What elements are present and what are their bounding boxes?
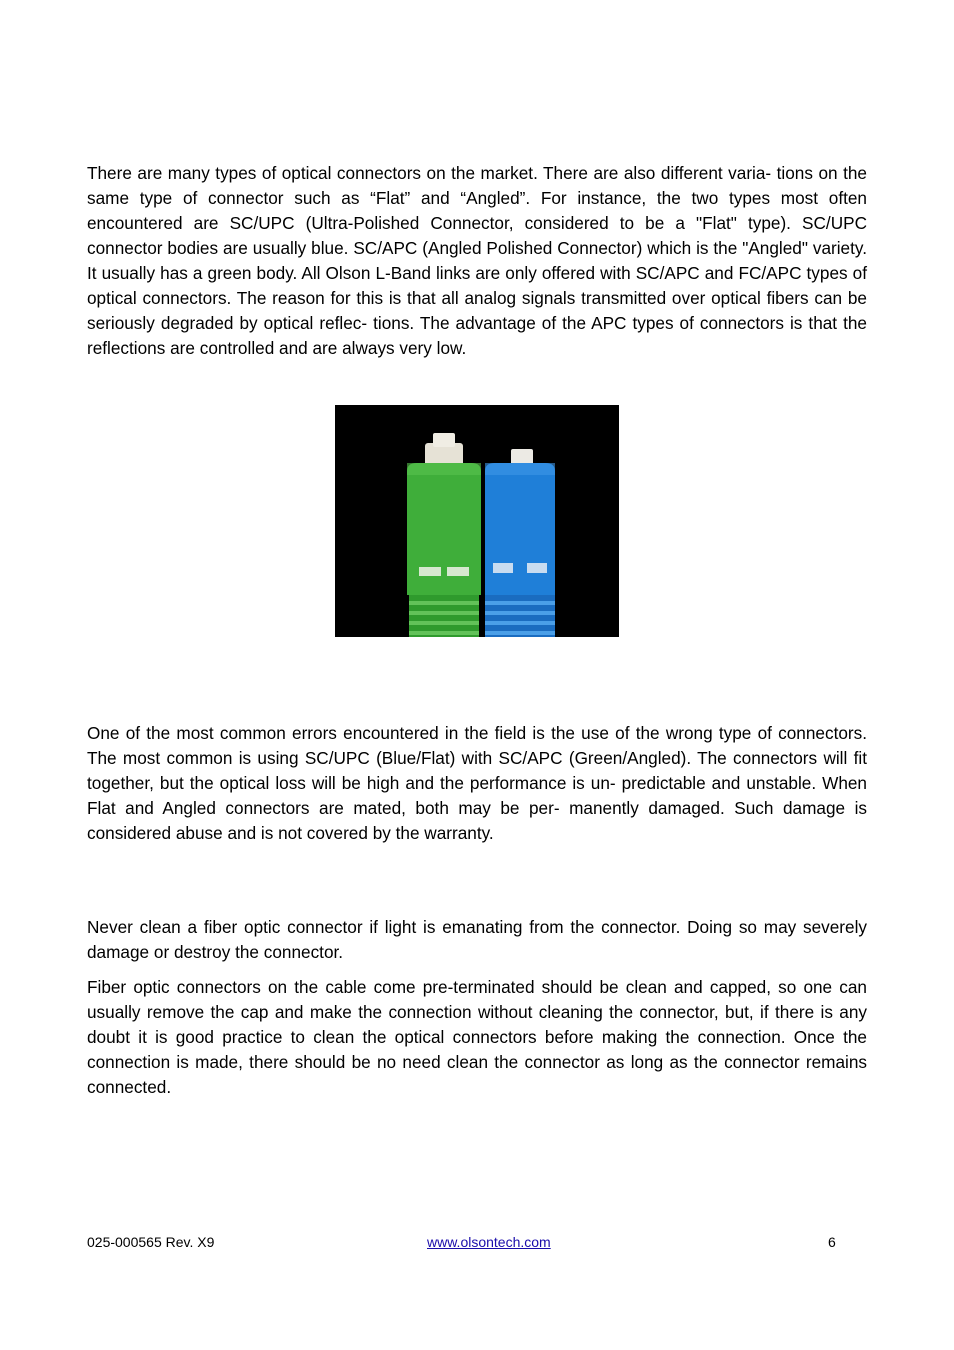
connector-photo [335, 405, 619, 637]
footer-website-link[interactable]: www.olsontech.com [427, 1234, 551, 1250]
cleaning-practice-paragraph: Fiber optic connectors on the cable come pre-terminated should be clean and capped, so one can usually remove the cap and make the connection without cleaning the connector, but, if there is any doubt it is good practice to clean the optical connectors before making the connection. Once the connection is made, there should be no need clean the connector as long as the connector remains connected. [87, 977, 867, 1097]
footer-page-number: 6 [828, 1234, 836, 1250]
mismatch-warning-paragraph: One of the most common errors encountered in the field is the use of the wrong type of connectors. The most common is using SC/UPC (Blue/Flat) with SC/APC (Green/Angled). The connectors will fit together, but the optical loss will be high and the performance is un- predictable and unstable. When Flat and Angled connectors are mated, both may be per- manently damaged. Such damage is considered abuse and is not covered by the warranty. [87, 723, 867, 843]
blue-sc-upc-connector [485, 449, 555, 637]
footer-doc-number: 025-000565 Rev. X9 [87, 1234, 215, 1250]
sc-connectors-image [335, 405, 619, 637]
intro-paragraph: There are many types of optical connectors on the market. There are also different varia- tions on the same type of connector such as “Flat” and “Angled”. For instance, the two types most often encountered are SC/UPC (Ultra-Polished Connector, considered to be a "Flat" type). SC/UPC connector bodies are usually blue. SC/APC (Angled Polished Connector) which is the "Angled" variety. It usually has a green body. All Olson L-Band links are only offered with SC/APC and FC/APC types of optical connectors. The reason for this is that all analog signals transmitted over optical fibers can be seriously degraded by optical reflec- tions. The advantage of the APC types of connectors is that the reflections are controlled and are always very low. [87, 163, 867, 358]
cleaning-warning-paragraph: Never clean a fiber optic connector if light is emanating from the connector. Doing so may severely damage or destroy the connector. [87, 917, 867, 962]
green-sc-apc-connector [407, 433, 481, 637]
